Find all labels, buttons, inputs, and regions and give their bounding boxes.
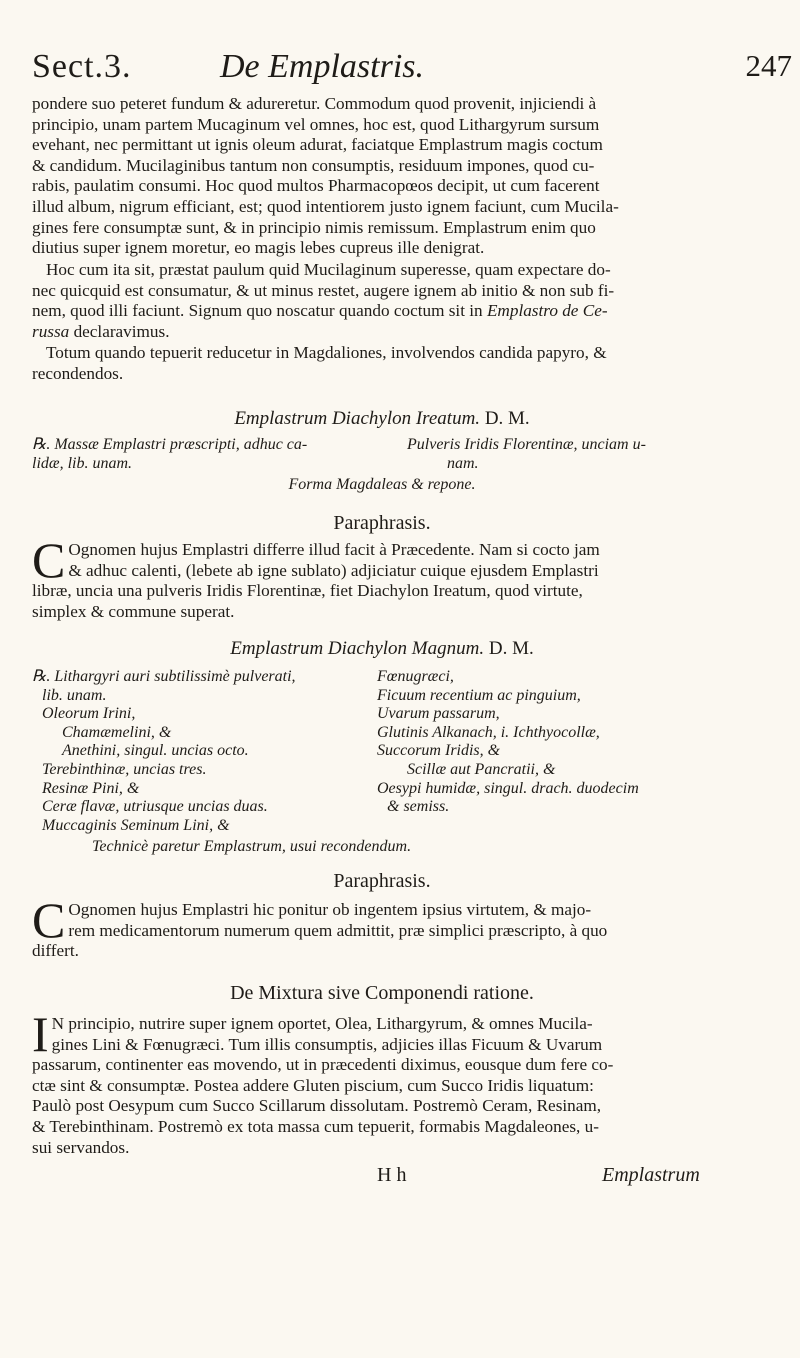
text-line: gines fere consumptæ sunt, & in principio nimis remissum. Emplastrum enim quo <box>32 217 596 237</box>
text-line: simplex & commune superat. <box>32 601 235 621</box>
text-line: & candidum. Mucilaginibus tantum non consumptis, residuum impones, quod cu- <box>32 155 595 175</box>
ingredient: Anethini, singul. uncias octo. <box>62 742 249 760</box>
formula-2-ingredients <box>32 668 732 838</box>
text-line: differt. <box>32 941 79 961</box>
ingredient: Terebinthinæ, uncias tres. <box>42 760 207 778</box>
paraphrasis-2-heading: Paraphrasis. <box>333 870 431 892</box>
formula-title: Emplastrum Diachylon Ireatum. <box>234 408 481 429</box>
cross-reference: russa <box>32 321 70 341</box>
text-line <box>32 301 727 322</box>
formula-tag: D. M. <box>484 408 530 429</box>
formula-title: Emplastrum Diachylon Magnum. <box>230 638 485 659</box>
text-line: nec quicquid est consumatur, & ut minus restet, augere ignem ab initio & non sub fi- <box>32 280 615 300</box>
text-line: gines Lini & Fœnugræci. Tum illis consumptis, adjicies illas Ficuum & Uvarum <box>51 1034 603 1054</box>
formula-2-heading <box>32 638 732 660</box>
text-line <box>32 322 727 343</box>
text-line: rem medicamentorum numerum quem admittit, præ simplici præscripto, à quo <box>68 920 608 940</box>
catchword: Emplastrum <box>602 1164 700 1186</box>
drop-cap: I <box>32 1006 49 1062</box>
mixtura-heading: De Mixtura sive Componendi ratione. <box>230 982 534 1004</box>
text-line: recondendos. <box>32 363 124 383</box>
ingredient: Chamæmelini, & <box>62 723 172 741</box>
text-segment: declaravimus. <box>73 321 170 341</box>
ingredients-left <box>32 668 362 835</box>
ingredients-right <box>377 668 732 817</box>
ingredient: Succorum Iridis, & <box>377 742 501 760</box>
text-line: Hoc cum ita sit, præstat paulum quid Mucilaginum superesse, quam expectare do- <box>46 260 611 279</box>
ingredient: Pulveris Iridis Florentinæ, unciam u- <box>407 436 646 453</box>
running-head <box>32 48 792 88</box>
text-line: Ognomen hujus Emplastri differre illud facit à Præcedente. Nam si cocto jam <box>68 540 600 559</box>
formula-1-instruction: Forma Magdaleas & repone. <box>288 476 476 493</box>
ingredient: Glutinis Alkanach, i. Ichthyocollæ, <box>377 723 600 741</box>
page-number: 247 <box>745 48 792 83</box>
formula-1-ingredients <box>32 436 732 476</box>
ingredient: ℞. Massæ Emplastri præscripti, adhuc ca- <box>32 436 308 453</box>
text-line: Paulò post Oesypum cum Succo Scillarum dissolutam. Postremò Ceram, Resinam, <box>32 1096 602 1116</box>
text-line: N principio, nutrire super ignem oportet, Olea, Lithargyrum, & omnes Mucila- <box>51 1014 593 1033</box>
ingredient: Oesypi humidæ, singul. drach. duodecim <box>377 779 639 797</box>
text-line: principio, unam partem Mucaginum vel omnes, hoc est, quod Lithargyrum sursum <box>32 114 600 134</box>
text-segment: nem, quod illi faciunt. Signum quo noscatur quando coctum sit in <box>32 301 483 321</box>
ingredient: Uvarum passarum, <box>377 705 500 723</box>
text-line: diutius super ignem moretur, eo magis lebes cupreus ille denigrat. <box>32 238 485 258</box>
ingredients-right <box>407 436 762 473</box>
ingredient: Muccaginis Seminum Lini, & <box>42 816 230 834</box>
paragraph-2 <box>32 260 727 342</box>
formula-2-instruction: Technicè paretur Emplastrum, usui recondendum. <box>92 838 412 855</box>
text-line: illud album, nigrum efficiant, est; quod intentiorem justo ignem faciunt, cum Mucila- <box>32 196 619 216</box>
paragraph-3 <box>32 343 727 384</box>
paragraph-1 <box>32 94 727 259</box>
text-line: passarum, continenter eas movendo, ut in præcedenti diximus, eousque dum fere co- <box>32 1055 614 1075</box>
cross-reference: Emplastro de Ce- <box>486 301 608 321</box>
signature-mark: H h <box>377 1164 407 1186</box>
paraphrasis-1-text <box>32 532 727 622</box>
ingredient: Oleorum Irini, <box>42 705 136 723</box>
mixtura-text <box>32 1006 727 1158</box>
text-line: libræ, uncia una pulveris Iridis Florentinæ, fiet Diachylon Ireatum, quod virtute, <box>32 581 583 601</box>
ingredient: nam. <box>447 454 479 472</box>
text-line: evehant, nec permittant ut ignis oleum adurat, faciatque Emplastrum magis coctum <box>32 135 603 155</box>
formula-tag: D. M. <box>488 638 534 659</box>
ingredient: Resinæ Pini, & <box>42 779 140 797</box>
text-line: sui servandos. <box>32 1137 130 1157</box>
ingredient: lidæ, lib. unam. <box>32 454 133 472</box>
ingredient: Fœnugræci, <box>377 668 454 685</box>
paraphrasis-1-heading: Paraphrasis. <box>333 512 431 534</box>
drop-cap: C <box>32 892 66 948</box>
ingredients-left <box>32 436 362 473</box>
running-title: De Emplastris. <box>220 48 424 85</box>
ingredient: lib. unam. <box>42 686 107 704</box>
ingredient: Scillæ aut Pancratii, & <box>407 760 556 778</box>
text-line: Ognomen hujus Emplastri hic ponitur ob ingentem ipsius virtutem, & majo- <box>68 900 592 919</box>
ingredient: & semiss. <box>387 798 450 816</box>
text-line: Totum quando tepuerit reducetur in Magdaliones, involvendos candida papyro, & <box>46 343 607 362</box>
ingredient: Ficuum recentium ac pinguium, <box>377 686 581 704</box>
text-line: & adhuc calenti, (lebete ab igne sublato) adjiciatur cuique ejusdem Emplastri <box>68 560 599 580</box>
section-label: Sect.3. <box>32 48 132 85</box>
paraphrasis-2-text <box>32 892 727 962</box>
text-line: pondere suo peteret fundum & adureretur. Commodum quod provenit, injiciendi à <box>32 94 597 113</box>
ingredient: ℞. Lithargyri auri subtilissimè pulverati, <box>32 668 296 685</box>
text-line: rabis, paulatim consumi. Hoc quod multos Pharmacopœos decipit, ut cum facerent <box>32 176 600 196</box>
ingredient: Ceræ flavæ, utriusque uncias duas. <box>42 798 268 816</box>
drop-cap: C <box>32 532 66 588</box>
text-line: & Terebinthinam. Postremò ex tota massa cum tepuerit, formabis Magdaleones, u- <box>32 1116 599 1136</box>
formula-1-heading <box>32 408 732 430</box>
text-line: ctæ sint & consumptæ. Postea addere Gluten piscium, cum Succo Iridis liquatum: <box>32 1075 594 1095</box>
